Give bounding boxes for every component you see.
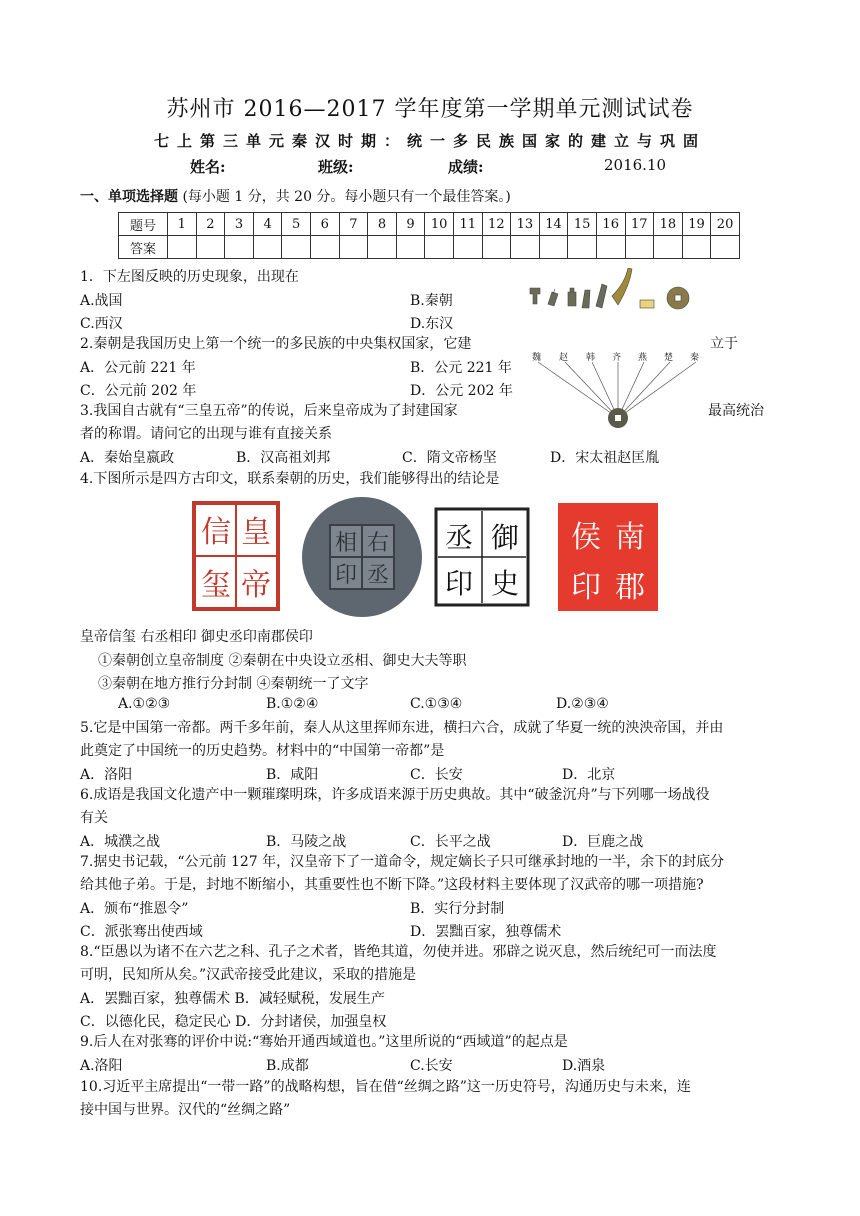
question-number: 4 [253,213,282,236]
seal-you-chengxiang-yin [300,495,424,620]
answer-cell[interactable] [482,236,511,259]
option-4d: D.②③④ [556,696,609,712]
seal-huangdi-xinxi [186,495,286,620]
option-9b: B.成都 [266,1058,309,1074]
state-label: 魏 [532,353,542,363]
seal-caption: 皇帝信玺 右丞相印 御史丞印南郡侯印 [80,629,313,645]
score-label: 成绩: [448,158,484,176]
question-10-line2: 接中国与世界。汉代的“丝绸之路” [80,1102,291,1118]
option-2d: D．公元 202 年 [410,383,513,399]
answer-cell[interactable] [339,236,368,259]
svg-text:丞: 丞 [444,521,474,554]
answer-cell[interactable] [682,236,711,259]
knife-coin-icon [612,268,632,305]
question-3-tail: 最高统治 [708,403,764,419]
question-number: 14 [539,213,568,236]
answer-cell[interactable] [196,236,225,259]
option-4a: A.①②③ [118,696,171,712]
number-row-label: 题号 [119,213,168,236]
question-number: 2 [196,213,225,236]
option-5d: D．北京 [562,767,616,783]
question-number: 20 [711,213,740,236]
option-6b: B．马陵之战 [266,834,347,850]
svg-text:南: 南 [615,520,645,555]
question-4: 4.下图所示是四方古印文，联系秦朝的历史，我们能够得出的结论是 [80,471,500,487]
seal-char: 信 [201,515,231,550]
answer-cell[interactable] [225,236,254,259]
option-6d: D．巨鹿之战 [562,834,644,850]
answer-cell[interactable] [539,236,568,259]
answer-cell[interactable] [625,236,654,259]
answer-cell[interactable] [511,236,540,259]
option-9c: C.长安 [410,1058,453,1074]
answer-table [118,212,740,259]
state-label: 楚 [664,353,674,363]
answer-row-label: 答案 [119,236,168,259]
spade-coin-icon [568,288,576,306]
seal-char: 帝 [241,568,271,603]
question-6-line1: 6.成语是我国文化遗产中一颗璀璨明珠，许多成语来源于历史典故。其中“破釜沉舟”与下列哪一场战役 [80,787,710,803]
question-8-line1: 8.“臣愚以为诸不在六艺之科、孔子之术者，皆绝其道，勿使并进。邪辟之说灭息，然后统纪可一而法度 [80,944,717,960]
state-label: 赵 [559,353,569,363]
option-1a: A.战国 [80,293,123,309]
question-2-tail: 立于 [710,336,738,352]
option-5b: B．咸阳 [266,767,319,783]
svg-text:御: 御 [490,521,520,554]
question-6-line2: 有关 [80,810,108,826]
class-label: 班级: [318,158,354,176]
option-4b: B.①②④ [266,696,319,712]
question-number: 15 [568,213,597,236]
option-5a: A．洛阳 [80,767,133,783]
state-label: 韩 [586,353,596,363]
question-number: 18 [654,213,683,236]
option-2b: B．公元 221 年 [410,360,512,376]
exam-date: 2016.10 [604,156,667,174]
question-9: 9.后人在对张骞的评价中说:“骞始开通西域道也。”这里所说的“西域道”的起点是 [80,1034,568,1050]
answer-cell[interactable] [654,236,683,259]
seal-char: 玺 [201,568,231,603]
svg-text:印: 印 [571,570,601,605]
name-label: 姓名: [190,158,226,176]
question-number: 16 [596,213,625,236]
question-number: 10 [425,213,454,236]
option-9d: D.酒泉 [562,1058,606,1074]
answer-cell[interactable] [168,236,197,259]
question-7-line1: 7.据史书记载，“公元前 127 年，汉皇帝下了一道命令，规定嫡长子只可继承封地的一半，余下的封底分 [80,854,725,870]
answer-cell[interactable] [396,236,425,259]
option-3d: D．宋太祖赵匡胤 [550,450,660,466]
unit-subtitle: 七上第三单元秦汉时期：统一多民族国家的建立与巩固 [153,132,706,150]
option-3b: B．汉高祖刘邦 [236,450,331,466]
answer-cell[interactable] [310,236,339,259]
seal-nanjun-hou-yin [554,495,662,620]
option-6c: C．长平之战 [410,834,491,850]
answer-cell[interactable] [453,236,482,259]
question-number: 8 [368,213,397,236]
question-1: 1．下左图反映的历史现象，出现在 [80,269,299,285]
question-4-statements-1: ①秦朝创立皇帝制度 ②秦朝在中央设立丞相、御史大夫等职 [98,653,467,669]
knife-coin-icon [582,290,590,308]
svg-text:丞: 丞 [366,563,390,588]
question-5-line1: 5.它是中国第一帝都。两千多年前，秦人从这里挥师东进，横扫六合，成就了华夏一统的泱泱帝国，并由 [80,720,724,736]
coin-unification-figure [520,268,708,434]
answer-cell[interactable] [711,236,740,259]
svg-text:郡: 郡 [615,570,645,605]
answer-cell[interactable] [425,236,454,259]
option-1c: C.西汉 [80,316,123,332]
question-2: 2.秦朝是我国历史上第一个统一的多民族的中央集权国家，它建 [80,336,472,352]
question-number: 7 [339,213,368,236]
question-number: 6 [310,213,339,236]
question-number: 13 [511,213,540,236]
options-8ab: A．罢黜百家，独尊儒术 B．减轻赋税，发展生产 [80,991,385,1007]
option-5c: C．长安 [410,767,463,783]
answer-cell[interactable] [253,236,282,259]
state-label: 燕 [638,353,648,363]
option-1b: B.秦朝 [410,293,453,309]
svg-text:史: 史 [490,567,520,600]
question-number: 11 [453,213,482,236]
section-title: 一、单项选择题 [80,189,178,205]
question-number: 12 [482,213,511,236]
seal-yushi-cheng-yin [428,495,536,620]
answer-cell[interactable] [368,236,397,259]
option-1d: D.东汉 [410,316,454,332]
svg-text:右: 右 [366,531,390,556]
options-8cd: C．以德化民，稳定民心 D．分封诸侯，加强皇权 [80,1014,387,1030]
question-7-line2: 给其他子弟。于是，封地不断缩小，其重要性也不断下降。”这段材料主要体现了汉武帝的哪一项措施? [80,877,704,893]
option-6a: A．城濮之战 [80,834,161,850]
answer-row [119,236,740,259]
answer-cell[interactable] [596,236,625,259]
answer-cell[interactable] [282,236,311,259]
knife-coin-icon [596,284,607,308]
question-5-line2: 此奠定了中国统一的历史趋势。材料中的“中国第一帝都”是 [80,743,445,759]
state-label: 秦 [690,353,700,363]
question-3-line2: 者的称谓。请问它的出现与谁有直接关系 [80,426,332,442]
question-number: 19 [682,213,711,236]
option-9a: A.洛阳 [80,1058,123,1074]
option-3c: C．隋文帝杨坚 [402,450,497,466]
spade-coin-icon [530,288,540,304]
section-note: (每小题 1 分，共 20 分。每小题只有一个最佳答案。) [182,189,511,205]
question-number: 9 [396,213,425,236]
option-7d: D．罢黜百家，独尊儒术 [410,924,562,940]
option-7c: C．派张骞出使西域 [80,924,203,940]
knife-coin-icon [548,289,558,306]
option-2a: A．公元前 221 年 [80,360,196,376]
option-2c: C．公元前 202 年 [80,383,197,399]
question-number: 1 [168,213,197,236]
option-7a: A．颁布“推恩令” [80,901,189,917]
question-10-line1: 10.习近平主席提出“一带一路”的战略构想，旨在借“丝绸之路”这一历史符号，沟通历史与未来，连 [80,1079,691,1095]
svg-text:印: 印 [444,567,474,600]
svg-text:侯: 侯 [571,520,601,555]
question-4-statements-2: ③秦朝在地方推行分封制 ④秦朝统一了文字 [98,676,369,692]
option-3a: A．秦始皇嬴政 [80,450,175,466]
question-number: 17 [625,213,654,236]
seal-char: 皇 [241,515,271,550]
question-3: 3.我国自古就有“三皇五帝”的传说，后来皇帝成为了封建国家 [80,403,458,419]
question-number-row [119,213,740,236]
option-4c: C.①③④ [410,696,463,712]
question-number: 5 [282,213,311,236]
section-heading [80,186,511,206]
svg-text:相: 相 [334,531,358,556]
question-8-line2: 可明，民知所从矣。”汉武帝接受此建议，采取的措施是 [80,967,417,983]
ant-nose-coin-icon [640,300,654,308]
question-number: 3 [225,213,254,236]
svg-text:印: 印 [334,563,358,588]
page-title: 苏州市 2016—2017 学年度第一学期单元测试试卷 [166,97,694,122]
option-7b: B．实行分封制 [410,901,505,917]
answer-cell[interactable] [568,236,597,259]
state-label: 齐 [612,353,622,363]
